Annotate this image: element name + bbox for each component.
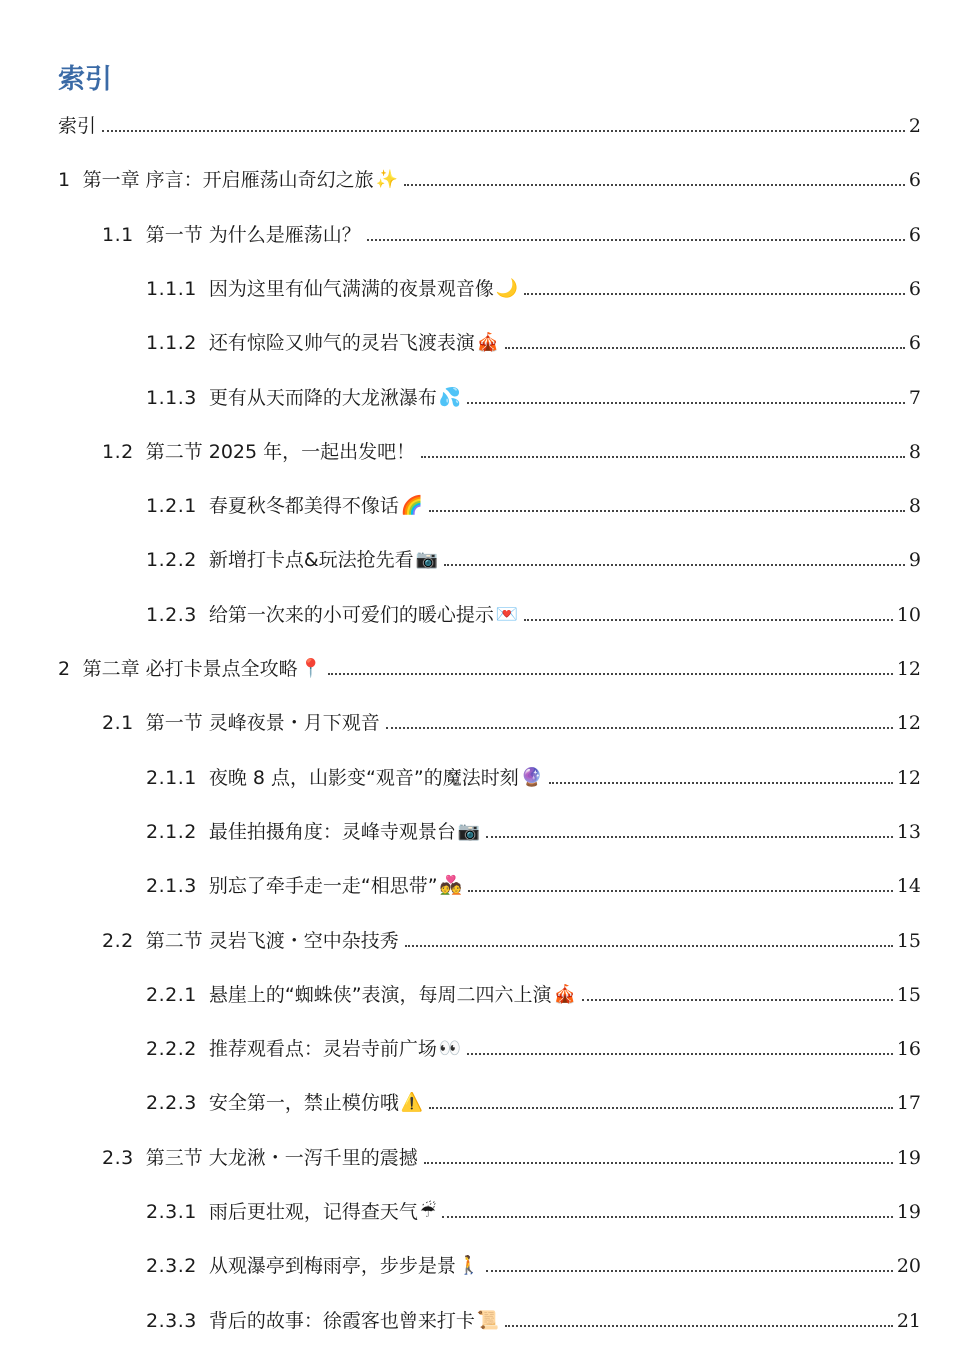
dot-leader [386, 727, 893, 729]
toc-entry-page: 6 [908, 169, 921, 192]
toc-entry[interactable] [146, 814, 921, 844]
toc-entry-page: 8 [908, 440, 921, 463]
dot-leader [486, 1270, 893, 1272]
toc-entry-title: 还有惊险又帅气的灵岩飞渡表演 [208, 332, 475, 355]
dot-leader [328, 673, 893, 675]
toc-entry-title: 第一节 灵峰夜景・月下观音 [145, 712, 380, 735]
toc-entry-page: 21 [896, 1309, 921, 1332]
toc-entry-page: 20 [896, 1255, 921, 1278]
toc-entry-number: 1 [58, 169, 71, 192]
toc-entry-number: 2.2.3 [146, 1092, 197, 1115]
dot-leader [367, 239, 905, 241]
dot-leader [405, 945, 893, 947]
dot-leader [505, 347, 905, 349]
toc-entry-page: 16 [896, 1038, 921, 1061]
toc-entry-title: 因为这里有仙气满满的夜景观音像 [208, 277, 494, 300]
emoji-icon: 📷 [415, 549, 439, 571]
toc-entry-number: 1.2 [102, 440, 134, 463]
toc-entry[interactable] [146, 542, 921, 572]
toc-entry-title: 新增打卡点&玩法抢先看 [208, 549, 414, 572]
toc-entry-page: 12 [896, 766, 921, 789]
toc-entry-title: 安全第一，禁止模仿哦 [208, 1092, 399, 1115]
toc-entry[interactable] [102, 923, 921, 953]
toc-entry-page: 6 [908, 277, 921, 300]
dot-leader [442, 1216, 893, 1218]
dot-leader [582, 999, 893, 1001]
toc-entry-page: 15 [896, 929, 921, 952]
toc-entry-title: 最佳拍摄角度：灵峰寺观景台 [208, 820, 456, 843]
toc-entry-number: 2.3.2 [146, 1255, 197, 1278]
emoji-icon: 💑 [439, 875, 462, 897]
toc-entry[interactable] [146, 1248, 921, 1278]
toc-entry-page: 12 [896, 658, 921, 680]
dot-leader [424, 1162, 893, 1164]
toc-entry-page: 19 [896, 1146, 921, 1169]
toc-entry-number: 2.3 [102, 1146, 134, 1169]
dot-leader [467, 402, 905, 404]
dot-leader [524, 619, 893, 621]
toc-entry-title: 索引 [58, 115, 97, 137]
emoji-icon: ✨ [375, 169, 399, 191]
emoji-icon: 📜 [476, 1309, 500, 1331]
toc-heading: 索引 [58, 64, 112, 95]
toc-entry-title: 给第一次来的小可爱们的暖心提示 [208, 603, 494, 626]
dot-leader [429, 510, 905, 512]
toc-entry-title: 春夏秋冬都美得不像话 [208, 495, 399, 518]
toc-entry-title: 更有从天而降的大龙湫瀑布 [208, 386, 437, 409]
toc-entry[interactable] [102, 1140, 921, 1170]
toc-entry-number: 2.2 [102, 929, 134, 952]
toc-entry[interactable] [146, 1194, 921, 1224]
emoji-icon: 🚶 [457, 1255, 481, 1277]
emoji-icon: 🌙 [495, 277, 519, 299]
toc-entry-page: 10 [896, 603, 921, 626]
toc-entry-page: 9 [908, 549, 921, 572]
toc-entry-number: 2.1.3 [146, 875, 197, 898]
toc-entry-title: 第二节 灵岩飞渡・空中杂技秀 [145, 929, 399, 952]
toc-entry-number: 2.1.2 [146, 820, 197, 843]
toc-entry-page: 8 [908, 495, 921, 518]
toc-entry-page: 6 [908, 332, 921, 355]
toc-entry-number: 2.3.3 [146, 1309, 197, 1332]
dot-leader [549, 782, 893, 784]
toc-entry-number: 1.1.1 [146, 277, 197, 300]
dot-leader [468, 890, 893, 892]
emoji-icon: 📷 [457, 820, 481, 842]
toc-entry-number: 1.1.3 [146, 386, 197, 409]
toc-entry-page: 14 [896, 875, 921, 898]
toc-entry-page: 12 [896, 712, 921, 735]
toc-entry-number: 1.1 [102, 223, 134, 246]
toc-entry-page: 13 [896, 820, 921, 843]
toc-entry-number: 2.2.1 [146, 983, 197, 1006]
toc-entry[interactable] [146, 868, 921, 898]
toc-entry-title: 悬崖上的“蜘蛛侠”表演，每周二四六上演 [208, 983, 552, 1006]
toc-entry[interactable] [146, 1031, 921, 1061]
toc-entry-title: 第一章 序言：开启雁荡山奇幻之旅 [82, 169, 374, 192]
dot-leader [467, 1053, 893, 1055]
toc-entry[interactable] [146, 380, 921, 410]
toc-entry-page: 7 [908, 386, 921, 409]
toc-entry[interactable] [146, 488, 921, 518]
emoji-icon: 💌 [495, 603, 519, 625]
toc-entry[interactable] [58, 108, 921, 138]
toc-entry[interactable] [146, 1085, 921, 1115]
toc-entry-page: 6 [908, 223, 921, 246]
toc-entry-title: 推荐观看点：灵岩寺前广场 [208, 1038, 437, 1061]
toc-entry-number: 2.1 [102, 712, 134, 735]
toc-entry-number: 2.2.2 [146, 1038, 197, 1061]
emoji-icon: 🌈 [400, 495, 424, 517]
toc-entry-title: 第一节 为什么是雁荡山？ [145, 223, 361, 246]
toc-entry[interactable] [146, 271, 921, 301]
toc-entry-title: 第三节 大龙湫・一泻千里的震撼 [145, 1146, 418, 1169]
emoji-icon: ☔ [419, 1201, 437, 1222]
emoji-icon: 📍 [299, 658, 323, 679]
emoji-icon: 🔮 [520, 766, 544, 788]
toc-entry-page: 2 [908, 115, 921, 137]
toc-entry-title: 从观瀑亭到梅雨亭，步步是景 [208, 1255, 456, 1278]
toc-entry-number: 1.2.2 [146, 549, 197, 572]
dot-leader [404, 184, 905, 186]
toc-entry-number: 1.2.3 [146, 603, 197, 626]
toc-entry[interactable] [146, 597, 921, 627]
toc-entry-page: 17 [896, 1092, 921, 1115]
toc-entry-title: 第二节 2025 年，一起出发吧！ [145, 440, 416, 463]
dot-leader [486, 836, 893, 838]
toc-entry-title: 别忘了牵手走一走“相思带” [208, 875, 438, 898]
dot-leader [444, 564, 905, 566]
toc-entry-title: 背后的故事：徐霞客也曾来打卡 [208, 1309, 475, 1332]
toc-entry[interactable] [102, 705, 921, 735]
toc-entry-number: 2.1.1 [146, 766, 197, 789]
toc-entry-number: 2.3.1 [146, 1201, 197, 1223]
dot-leader [429, 1107, 893, 1109]
toc-entry[interactable] [102, 434, 921, 464]
dot-leader [505, 1325, 893, 1327]
toc-entry-number: 2 [58, 658, 71, 680]
dot-leader [524, 293, 905, 295]
toc-entry-number: 1.1.2 [146, 332, 197, 355]
emoji-icon: 💦 [438, 386, 462, 408]
toc-entry[interactable] [58, 651, 921, 681]
emoji-icon: 🎪 [476, 332, 500, 354]
toc-entry[interactable] [58, 162, 921, 192]
toc-entry[interactable] [146, 325, 921, 355]
toc-entry-title: 第二章 必打卡景点全攻略 [82, 658, 298, 680]
toc-entry[interactable] [146, 760, 921, 790]
toc-entry-title: 夜晚 8 点，山影变“观音”的魔法时刻 [208, 766, 519, 789]
toc-entry-number: 1.2.1 [146, 495, 197, 518]
toc-entry[interactable] [102, 217, 921, 247]
toc-entry[interactable] [146, 1303, 921, 1333]
toc-entry-page: 19 [896, 1201, 921, 1223]
toc-entry-title: 雨后更壮观，记得查天气 [208, 1201, 418, 1223]
emoji-icon: ⚠️ [400, 1092, 424, 1114]
toc-entry-page: 15 [896, 983, 921, 1006]
dot-leader [102, 130, 905, 132]
emoji-icon: 👀 [438, 1038, 462, 1060]
toc-entry[interactable] [146, 977, 921, 1007]
dot-leader [421, 456, 905, 458]
emoji-icon: 🎪 [553, 983, 576, 1005]
